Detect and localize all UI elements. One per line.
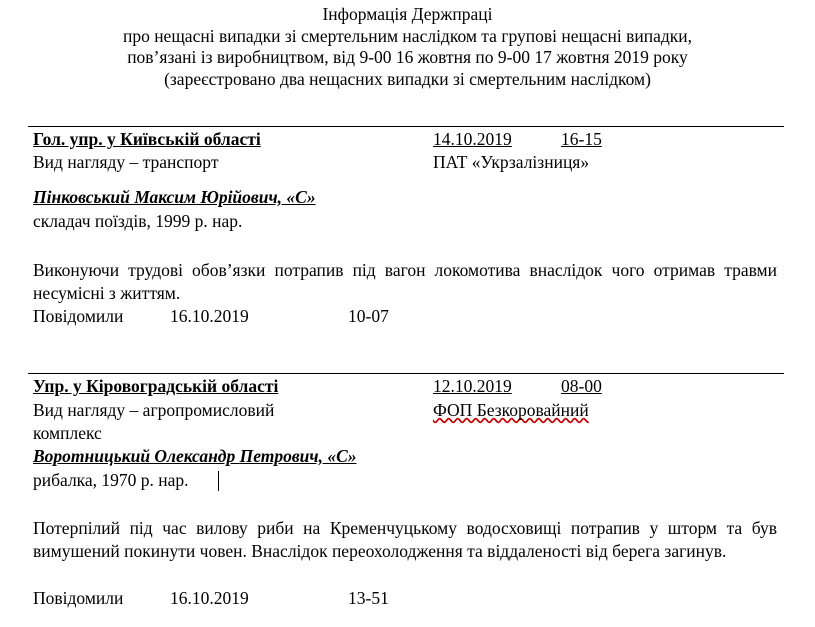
section-divider <box>28 373 784 374</box>
case-company: ФОП Безкоровайний <box>433 400 589 420</box>
case-reported-time: 13-51 <box>348 588 389 608</box>
case-victim-name: Пінковський Максим Юрійович, «С» <box>33 187 316 207</box>
case-description: Потерпілий під час вилову риби на Кременчуцькому водосховищі потрапив у шторм та був вимушений покинути човен. Внаслідок переохолодження та віддаленості від берега загинув. <box>33 518 777 561</box>
case-reported-time: 10-07 <box>348 306 389 326</box>
case-occupation: складач поїздів, 1999 р. нар. <box>33 211 243 231</box>
case-date: 12.10.2019 <box>433 376 512 396</box>
case-time: 16-15 <box>561 129 602 149</box>
case-supervision-cont: комплекс <box>33 423 102 443</box>
header-title: Інформація Держпраці <box>322 4 493 24</box>
case-reported-date: 16.10.2019 <box>170 306 249 326</box>
header-subtitle-2: пов’язані із виробництвом, від 9-00 16 жовтня по 9-00 17 жовтня 2019 року <box>127 47 688 67</box>
case-reported-label: Повідомили <box>33 588 124 608</box>
case-supervision: Вид нагляду – агропромисловий <box>33 400 275 420</box>
case-department: Упр. у Кіровоградській області <box>33 376 279 396</box>
header-subtitle-1: про нещасні випадки зі смертельним наслідком та групові нещасні випадки, <box>122 25 693 46</box>
case-description: Виконуючи трудові обов’язки потрапив під вагон локомотива внаслідок чого отримав травми несумісні з життям. <box>33 260 777 303</box>
header-note: (зареєстровано два нещасних випадки зі смертельним наслідком) <box>164 68 651 89</box>
case-victim-name: Воротницький Олександр Петрович, «С» <box>33 446 357 466</box>
document-header <box>0 4 815 90</box>
case-occupation: рибалка, 1970 р. нар. <box>33 470 189 490</box>
case-company: ПАТ «Укрзалізниця» <box>433 152 590 172</box>
case-supervision: Вид нагляду – транспорт <box>33 152 219 172</box>
section-divider <box>28 126 784 127</box>
case-reported-label: Повідомили <box>33 306 124 326</box>
case-department: Гол. упр. у Київській області <box>33 129 261 149</box>
text-cursor <box>218 471 219 491</box>
case-reported-date: 16.10.2019 <box>170 588 249 608</box>
case-date: 14.10.2019 <box>433 129 512 149</box>
case-time: 08-00 <box>561 376 602 396</box>
